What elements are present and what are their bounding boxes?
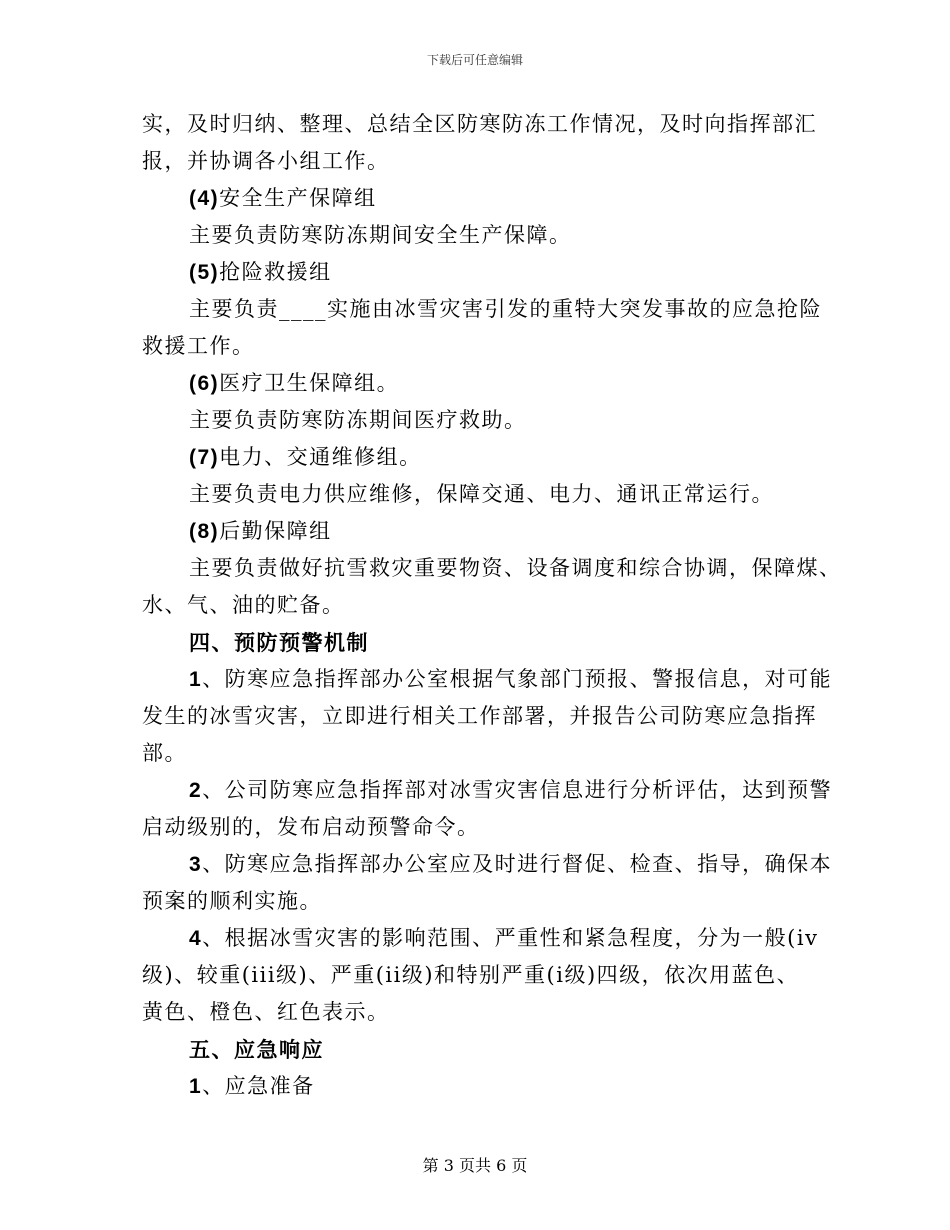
text-line <box>142 1068 814 1105</box>
text-line <box>142 846 833 883</box>
text-line <box>142 402 814 439</box>
text-line <box>142 439 814 476</box>
text-line <box>142 291 822 328</box>
text-line <box>142 994 814 1031</box>
text-line <box>142 476 814 513</box>
line-text: 实，及时归纳、整理、总结全区防寒防冻工作情况，及时向指挥部汇 <box>142 112 817 136</box>
line-text: 主要负责防寒防冻期间安全生产保障。 <box>189 223 572 247</box>
text-line <box>142 106 817 143</box>
item-number: 3 <box>189 853 203 876</box>
line-text: 黄色、橙色、红色表示。 <box>142 1000 390 1024</box>
page-footer: 第 3 页共 6 页 <box>422 1156 528 1175</box>
line-text: 救援工作。 <box>142 334 255 358</box>
line-text: 、防寒应急指挥部办公室根据气象部门预报、警报信息，对可能 <box>202 667 833 691</box>
line-text: 抢险救援组 <box>219 260 332 284</box>
item-number: (5) <box>189 261 220 284</box>
text-line <box>142 772 833 809</box>
line-text: 启动级别的，发布启动预警命令。 <box>142 815 480 839</box>
text-line <box>142 587 814 624</box>
line-text: 主要负责____实施由冰雪灾害引发的重特大突发事故的应急抢险 <box>189 297 822 321</box>
line-text: 水、气、油的贮备。 <box>142 593 345 617</box>
text-line <box>142 735 814 772</box>
text-line <box>142 920 819 957</box>
document-body <box>142 106 842 1105</box>
section-heading <box>142 624 814 661</box>
item-number: (7) <box>189 446 220 469</box>
text-line <box>142 957 814 994</box>
text-line <box>142 550 842 587</box>
text-line <box>142 143 814 180</box>
line-text: 主要负责做好抗雪救灾重要物资、设备调度和综合协调，保障煤、 <box>189 556 842 580</box>
section-heading <box>142 1031 814 1068</box>
line-text: 、应急准备 <box>202 1074 315 1098</box>
line-text: 预案的顺利实施。 <box>142 889 322 913</box>
item-number: 1 <box>189 668 203 691</box>
text-line <box>142 661 833 698</box>
text-line <box>142 809 814 846</box>
text-line <box>142 180 814 217</box>
line-text: 主要负责电力供应维修，保障交通、电力、通讯正常运行。 <box>189 482 774 506</box>
line-text: 电力、交通维修组。 <box>219 445 422 469</box>
item-number: 1 <box>189 1075 203 1098</box>
item-number: 4 <box>189 927 203 950</box>
line-text: 五、应急响应 <box>189 1037 324 1062</box>
line-text: 部。 <box>142 741 187 765</box>
line-text: 医疗卫生保障组。 <box>219 371 400 395</box>
line-text: 、公司防寒应急指挥部对冰雪灾害信息进行分析评估，达到预警 <box>202 778 833 802</box>
item-number: (6) <box>189 372 220 395</box>
line-text: 发生的冰雪灾害，立即进行相关工作部署，并报告公司防寒应急指挥 <box>142 704 817 728</box>
line-text: 、根据冰雪灾害的影响范围、严重性和紧急程度，分为一般(iv <box>202 926 819 950</box>
text-line <box>142 254 814 291</box>
text-line <box>142 328 814 365</box>
text-line <box>142 698 817 735</box>
item-number: 2 <box>189 779 203 802</box>
text-line <box>142 217 814 254</box>
line-text: 安全生产保障组 <box>219 186 377 210</box>
text-line <box>142 513 814 550</box>
item-number: (8) <box>189 520 220 543</box>
text-line <box>142 883 814 920</box>
line-text: 报，并协调各小组工作。 <box>142 149 390 173</box>
page-header: 下载后可任意编辑 <box>426 53 523 67</box>
item-number: (4) <box>189 187 220 210</box>
line-text: 、防寒应急指挥部办公室应及时进行督促、检查、指导，确保本 <box>202 852 833 876</box>
line-text: 主要负责防寒防冻期间医疗救助。 <box>189 408 527 432</box>
line-text: 后勤保障组 <box>219 519 332 543</box>
text-line <box>142 365 814 402</box>
line-text: 四、预防预警机制 <box>189 630 369 655</box>
line-text: 级)、较重(iii级)、严重(ii级)和特别严重(i级)四级，依次用蓝色、 <box>142 963 800 987</box>
